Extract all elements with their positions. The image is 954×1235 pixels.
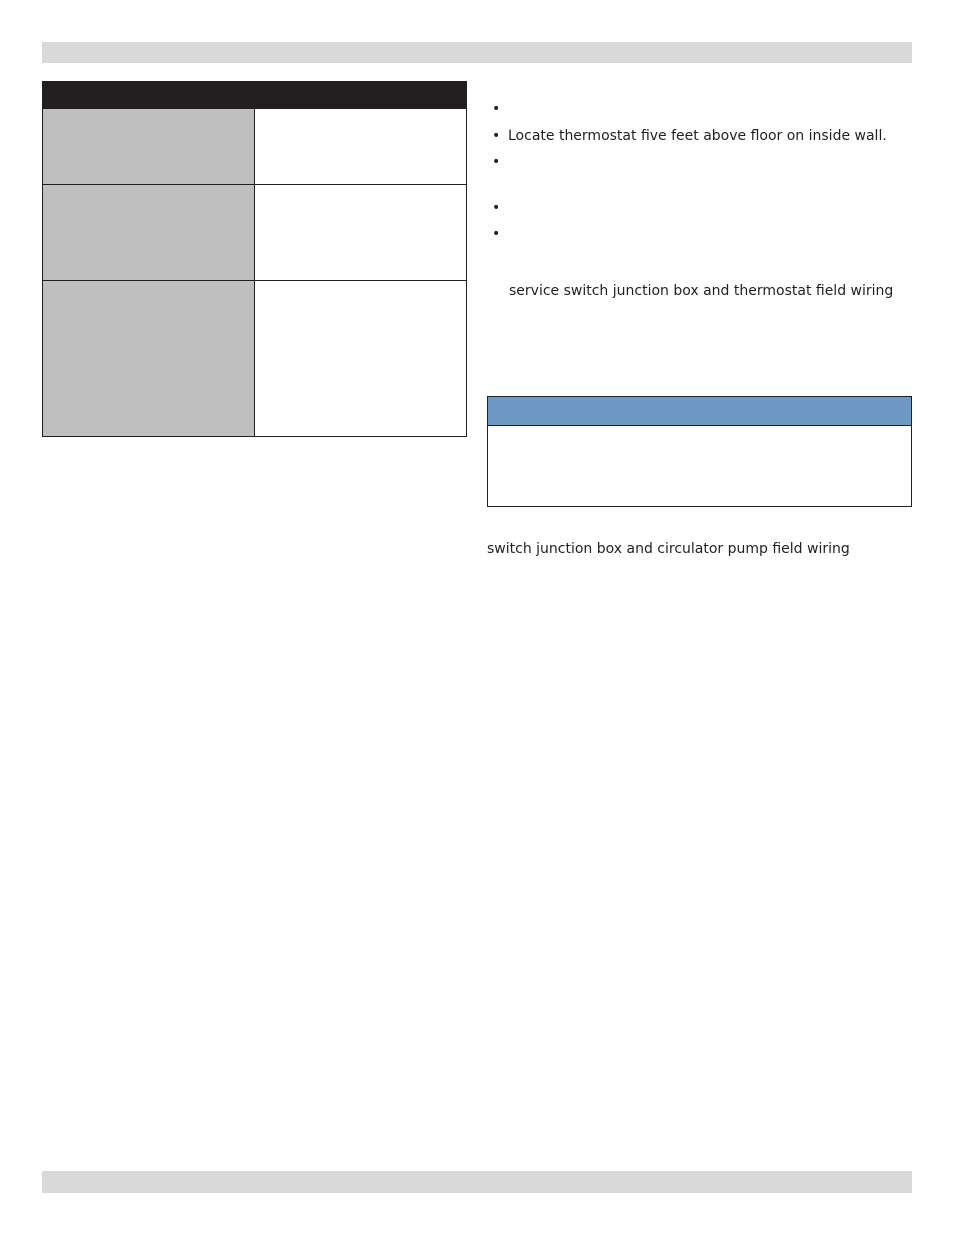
list-item [492, 126, 887, 146]
bullet-icon: • [492, 101, 501, 117]
list-item [492, 99, 508, 119]
page-header-band [42, 42, 912, 63]
row-label-cell [43, 109, 255, 185]
spec-table-header [43, 82, 467, 109]
list-item [492, 224, 508, 244]
list-item [492, 198, 508, 218]
spec-table [42, 81, 467, 437]
row-label-cell [43, 185, 255, 281]
bullet-icon: • [492, 128, 501, 144]
figure-caption-thermostat-wiring: service switch junction box and thermostat field wiring [509, 283, 894, 299]
list-item-text: Locate thermostat five feet above floor on inside wall. [508, 128, 887, 144]
bullet-icon: • [492, 226, 501, 242]
note-box [487, 396, 912, 507]
bullet-icon: • [492, 200, 501, 216]
bullet-icon: • [492, 154, 501, 170]
row-label-cell [43, 281, 255, 437]
table-row [43, 109, 467, 185]
list-item [492, 152, 508, 172]
row-value-cell [255, 109, 467, 185]
row-value-cell [255, 185, 467, 281]
table-row [43, 185, 467, 281]
figure-caption-circulator-wiring: switch junction box and circulator pump field wiring [487, 541, 850, 557]
note-box-header [488, 397, 911, 426]
row-value-cell [255, 281, 467, 437]
table-row [43, 281, 467, 437]
page-footer-band [42, 1171, 912, 1193]
